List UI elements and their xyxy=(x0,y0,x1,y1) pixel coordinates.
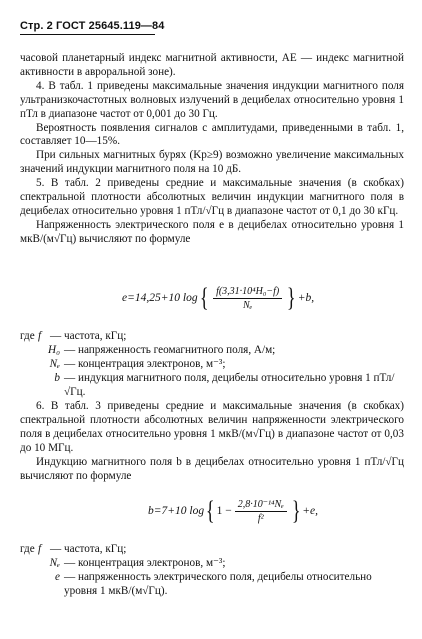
paragraph-table3: 6. В табл. 3 приведены средние и максимальные значения (в скобках) спектральной плотности абсолютных величин напряженности электрического поля в децибелах относительно уровня 1 мкВ/(м√Гц) в диапазоне частот от 0,03 до 10 МГц. xyxy=(20,400,404,454)
definition-text: — частота, кГц; xyxy=(50,543,127,555)
definition-item xyxy=(20,344,404,358)
paragraph-magnetic-induction: Индукцию магнитного поля b в децибелах относительно уровня 1 пТл/√Гц вычисляют по формуле xyxy=(20,455,404,482)
definition-item xyxy=(20,571,404,599)
formula2-fraction xyxy=(235,499,287,524)
text-block-top xyxy=(20,52,404,247)
formula-electric-field xyxy=(122,285,314,311)
formula2-one: 1 − xyxy=(216,505,232,517)
definition-item xyxy=(20,372,404,400)
formula2-tail: +e, xyxy=(302,505,318,517)
where-label: где xyxy=(20,330,35,342)
definition-text: — напряженность электрического поля, децибелы относительно уровня 1 мкВ/(м√Гц). xyxy=(64,570,372,597)
definition-symbol: e xyxy=(55,570,60,583)
paragraph-electric-field: Напряженность электрического поля e в децибелах относительно уровня 1 мкВ/(м√Гц) вычисляют по формуле xyxy=(20,218,404,245)
formula1-numerator: f(3,31·10⁴H₀−f) xyxy=(213,286,282,299)
paragraph-storms: При сильных магнитных бурях (Kp≥9) возможно увеличение максимальных значений индукции магнитного поля на 10 дБ. xyxy=(20,149,404,176)
definition-symbol: Nₑ xyxy=(49,357,60,370)
definition-item xyxy=(20,543,404,557)
definition-text: — концентрация электронов, м⁻³; xyxy=(64,357,226,370)
formula2-open-brace: { xyxy=(205,496,215,525)
formula2-numerator: 2,8·10⁻¹⁴Nₑ xyxy=(235,499,287,512)
formula2-lhs: b=7+10 log xyxy=(148,505,205,517)
formula2-close-brace: } xyxy=(291,496,301,525)
formula1-lhs: e=14,25+10 log xyxy=(122,292,198,304)
definition-item xyxy=(20,358,404,372)
definition-symbol: H₀ xyxy=(48,343,60,356)
definition-item xyxy=(20,557,404,571)
definition-text: — напряженность геомагнитного поля, А/м; xyxy=(64,343,276,356)
where-label: где xyxy=(20,543,35,555)
formula2-denominator: f² xyxy=(257,512,264,524)
page-header: Стр. 2 ГОСТ 25645.119—84 xyxy=(20,20,155,35)
paragraph-table2: 5. В табл. 2 приведены средние и максимальные значения (в скобках) спектральной плотности абсолютных величин индукции магнитного поля в децибелах относительно уровня 1 пТл/√Гц в диапазоне частот от 0,1 до 30 кГц. xyxy=(20,177,404,217)
definition-symbol: Nₑ xyxy=(49,556,60,569)
formula1-open-brace: { xyxy=(199,283,209,312)
formula-magnetic-induction xyxy=(148,498,318,524)
formula1-close-brace: } xyxy=(287,283,296,312)
definition-item xyxy=(20,330,404,344)
paragraph-table1: 4. В табл. 1 приведены максимальные значения индукции магнитного поля ультранизкочастотных волновых излучений в децибелах относительно уровня 1 пТл в диапазоне частот от 0,001 до 30 Гц. xyxy=(20,79,404,120)
definitions-formula2 xyxy=(20,543,404,599)
formula1-denominator: Nₑ xyxy=(242,299,253,311)
definition-text: — концентрация электронов, м⁻³; xyxy=(64,556,226,569)
definition-symbol: b xyxy=(54,371,60,384)
formula1-fraction xyxy=(213,286,282,311)
definitions-formula1 xyxy=(20,330,404,400)
definition-text: — индукция магнитного поля, децибелы относительно уровня 1 пТл/√Гц. xyxy=(64,371,395,398)
paragraph-indices: часовой планетарный индекс магнитной активности, AE — индекс магнитной активности в авроральной зоне). xyxy=(20,52,404,78)
definition-symbol: f xyxy=(38,543,42,555)
formula1-tail: +b, xyxy=(297,292,315,304)
definition-symbol: f xyxy=(38,330,42,342)
paragraph-probability: Вероятность появления сигналов с амплитудами, приведенными в табл. 1, составляет 10—15%. xyxy=(20,121,404,148)
definition-text: — частота, кГц; xyxy=(50,330,127,342)
text-block-middle xyxy=(20,400,404,483)
